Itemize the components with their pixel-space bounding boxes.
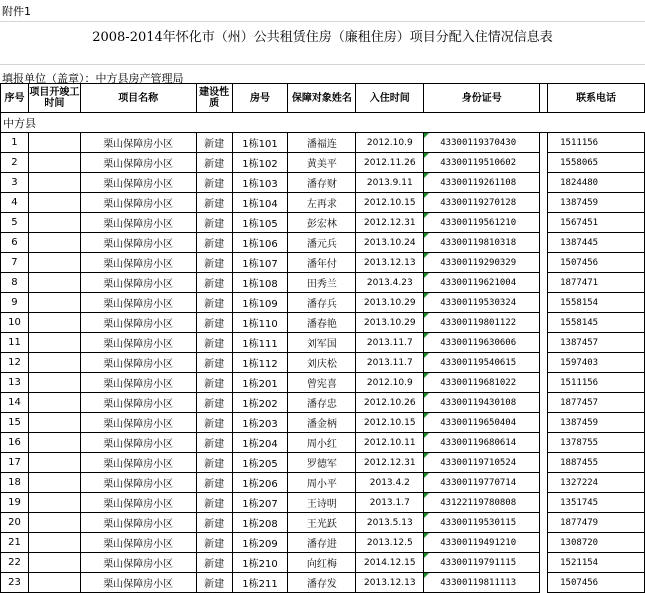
build-nature-cell[interactable]: 新建: [196, 213, 232, 233]
id-number-cell[interactable]: 43300119540615: [424, 353, 540, 373]
build-nature-cell[interactable]: 新建: [196, 373, 232, 393]
construction-time-cell[interactable]: [28, 413, 80, 433]
id-number-cell[interactable]: 43300119530324: [424, 293, 540, 313]
table-row: [1, 473, 645, 493]
project-name-cell[interactable]: 栗山保障房小区: [80, 573, 196, 593]
move-in-date-cell[interactable]: 2012.10.9: [356, 133, 424, 153]
project-name-cell[interactable]: 栗山保障房小区: [80, 393, 196, 413]
build-nature-cell[interactable]: 新建: [196, 153, 232, 173]
gap-cell: [540, 193, 548, 213]
room-number-cell[interactable]: 1栋112: [232, 353, 288, 373]
row-number-cell[interactable]: 18: [1, 473, 29, 493]
phone-cell[interactable]: 1877457: [548, 393, 645, 413]
id-number-cell[interactable]: 43300119491210: [424, 533, 540, 553]
room-number-cell[interactable]: 1栋103: [232, 173, 288, 193]
page-title: 2008-2014年怀化市（州）公共租赁住房（廉租住房）项目分配入住情况信息表: [92, 30, 553, 45]
phone-cell[interactable]: 1558154: [548, 293, 645, 313]
project-name-cell[interactable]: 栗山保障房小区: [80, 513, 196, 533]
gap-cell: [540, 213, 548, 233]
header-cell[interactable]: 房号: [232, 84, 288, 113]
row-number-cell[interactable]: 14: [1, 393, 29, 413]
room-number-cell[interactable]: 1栋209: [232, 533, 288, 553]
phone-cell[interactable]: 1824480: [548, 173, 645, 193]
gap-cell: [540, 553, 548, 573]
resident-name-cell[interactable]: 潘存财: [288, 173, 356, 193]
resident-name-cell[interactable]: 王诗明: [288, 493, 356, 513]
gap-cell: [540, 333, 548, 353]
project-name-cell[interactable]: 栗山保障房小区: [80, 193, 196, 213]
gap-cell: [540, 353, 548, 373]
table-row: [1, 133, 645, 153]
phone-cell[interactable]: 1877479: [548, 513, 645, 533]
move-in-date-cell[interactable]: 2014.12.15: [356, 553, 424, 573]
phone-cell[interactable]: 1351745: [548, 493, 645, 513]
attachment-label: 附件1: [2, 5, 31, 18]
construction-time-cell[interactable]: [28, 293, 80, 313]
gap-cell: [540, 513, 548, 533]
gap-cell: [540, 413, 548, 433]
resident-name-cell[interactable]: 周小平: [288, 473, 356, 493]
move-in-date-cell[interactable]: 2013.5.13: [356, 513, 424, 533]
phone-cell[interactable]: 1327224: [548, 473, 645, 493]
construction-time-cell[interactable]: [28, 493, 80, 513]
row-number-cell[interactable]: 7: [1, 253, 29, 273]
move-in-date-cell[interactable]: 2013.1.7: [356, 493, 424, 513]
project-name-cell[interactable]: 栗山保障房小区: [80, 313, 196, 333]
table-row: [1, 313, 645, 333]
room-number-cell[interactable]: 1栋204: [232, 433, 288, 453]
project-name-cell[interactable]: 栗山保障房小区: [80, 173, 196, 193]
id-number-cell[interactable]: 43300119810318: [424, 233, 540, 253]
build-nature-cell[interactable]: 新建: [196, 493, 232, 513]
build-nature-cell[interactable]: 新建: [196, 333, 232, 353]
table-row: [1, 333, 645, 353]
gap-cell: [540, 493, 548, 513]
phone-cell[interactable]: 1308720: [548, 533, 645, 553]
header-cell[interactable]: 建设性质: [196, 84, 232, 113]
id-number-cell[interactable]: 43300119801122: [424, 313, 540, 333]
build-nature-cell[interactable]: 新建: [196, 433, 232, 453]
id-number-cell[interactable]: 43300119680614: [424, 433, 540, 453]
row-number-cell[interactable]: 22: [1, 553, 29, 573]
row-number-cell[interactable]: 1: [1, 133, 29, 153]
construction-time-cell[interactable]: [28, 233, 80, 253]
phone-cell[interactable]: 1511156: [548, 373, 645, 393]
construction-time-cell[interactable]: [28, 133, 80, 153]
id-number-cell[interactable]: 43300119630606: [424, 333, 540, 353]
row-number-cell[interactable]: 19: [1, 493, 29, 513]
row-number-cell[interactable]: 13: [1, 373, 29, 393]
phone-cell[interactable]: 1521154: [548, 553, 645, 573]
resident-name-cell[interactable]: 左再求: [288, 193, 356, 213]
id-number-cell[interactable]: 43300119530115: [424, 513, 540, 533]
resident-name-cell[interactable]: 曾宪喜: [288, 373, 356, 393]
move-in-date-cell[interactable]: 2013.11.7: [356, 333, 424, 353]
table-row: [1, 393, 645, 413]
row-number-cell[interactable]: 17: [1, 453, 29, 473]
build-nature-cell[interactable]: 新建: [196, 273, 232, 293]
gap-cell: [540, 293, 548, 313]
gap-cell: [540, 453, 548, 473]
row-number-cell[interactable]: 4: [1, 193, 29, 213]
gap-cell: [540, 153, 548, 173]
header-cell[interactable]: 入住时间: [356, 84, 424, 113]
construction-time-cell[interactable]: [28, 173, 80, 193]
reporting-unit: 填报单位（盖章）：中方县房产管理局: [2, 72, 184, 85]
room-number-cell[interactable]: 1栋111: [232, 333, 288, 353]
build-nature-cell[interactable]: 新建: [196, 513, 232, 533]
resident-name-cell[interactable]: 刘军国: [288, 333, 356, 353]
gap-cell: [540, 253, 548, 273]
project-name-cell[interactable]: 栗山保障房小区: [80, 153, 196, 173]
table-row: [1, 413, 645, 433]
room-number-cell[interactable]: 1栋201: [232, 373, 288, 393]
gridline: [0, 21, 645, 22]
gap-cell: [540, 133, 548, 153]
id-number-cell[interactable]: 43300119681022: [424, 373, 540, 393]
header-gap-cell: [540, 84, 548, 113]
phone-cell[interactable]: 1387457: [548, 333, 645, 353]
resident-name-cell[interactable]: 潘存进: [288, 533, 356, 553]
room-number-cell[interactable]: 1栋208: [232, 513, 288, 533]
project-name-cell[interactable]: 栗山保障房小区: [80, 353, 196, 373]
phone-cell[interactable]: 1387459: [548, 193, 645, 213]
project-name-cell[interactable]: 栗山保障房小区: [80, 253, 196, 273]
move-in-date-cell[interactable]: 2012.12.31: [356, 453, 424, 473]
project-name-cell[interactable]: 栗山保障房小区: [80, 553, 196, 573]
build-nature-cell[interactable]: 新建: [196, 233, 232, 253]
resident-name-cell[interactable]: 黄美平: [288, 153, 356, 173]
room-number-cell[interactable]: 1栋109: [232, 293, 288, 313]
row-number-cell[interactable]: 5: [1, 213, 29, 233]
move-in-date-cell[interactable]: 2012.10.15: [356, 413, 424, 433]
room-number-cell[interactable]: 1栋104: [232, 193, 288, 213]
construction-time-cell[interactable]: [28, 353, 80, 373]
move-in-date-cell[interactable]: 2013.12.13: [356, 253, 424, 273]
id-number-cell[interactable]: 43300119510602: [424, 153, 540, 173]
table-row: [1, 213, 645, 233]
move-in-date-cell[interactable]: 2013.10.24: [356, 233, 424, 253]
construction-time-cell[interactable]: [28, 333, 80, 353]
table-row: [1, 433, 645, 453]
project-name-cell[interactable]: 栗山保障房小区: [80, 273, 196, 293]
gap-cell: [540, 313, 548, 333]
row-number-cell[interactable]: 10: [1, 313, 29, 333]
project-name-cell[interactable]: 栗山保障房小区: [80, 213, 196, 233]
project-name-cell[interactable]: 栗山保障房小区: [80, 293, 196, 313]
table-row: [1, 493, 645, 513]
room-number-cell[interactable]: 1栋105: [232, 213, 288, 233]
build-nature-cell[interactable]: 新建: [196, 553, 232, 573]
build-nature-cell[interactable]: 新建: [196, 453, 232, 473]
row-number-cell[interactable]: 16: [1, 433, 29, 453]
room-number-cell[interactable]: 1栋210: [232, 553, 288, 573]
gap-cell: [540, 373, 548, 393]
build-nature-cell[interactable]: 新建: [196, 253, 232, 273]
construction-time-cell[interactable]: [28, 373, 80, 393]
table-row: [1, 573, 645, 593]
room-number-cell[interactable]: 1栋102: [232, 153, 288, 173]
row-number-cell[interactable]: 20: [1, 513, 29, 533]
resident-name-cell[interactable]: 彭宏林: [288, 213, 356, 233]
row-number-cell[interactable]: 11: [1, 333, 29, 353]
resident-name-cell[interactable]: 罗德军: [288, 453, 356, 473]
build-nature-cell[interactable]: 新建: [196, 133, 232, 153]
room-number-cell[interactable]: 1栋207: [232, 493, 288, 513]
id-number-cell[interactable]: 43300119621004: [424, 273, 540, 293]
build-nature-cell[interactable]: 新建: [196, 293, 232, 313]
row-number-cell[interactable]: 21: [1, 533, 29, 553]
construction-time-cell[interactable]: [28, 253, 80, 273]
project-name-cell[interactable]: 栗山保障房小区: [80, 493, 196, 513]
id-number-cell[interactable]: 43300119270128: [424, 193, 540, 213]
move-in-date-cell[interactable]: 2013.11.7: [356, 353, 424, 373]
region-row: [1, 113, 645, 133]
header-cell[interactable]: 身份证号: [424, 84, 540, 113]
construction-time-cell[interactable]: [28, 573, 80, 593]
header-cell[interactable]: 保障对象姓名: [288, 84, 356, 113]
phone-cell[interactable]: 1507456: [548, 573, 645, 593]
move-in-date-cell[interactable]: 2012.10.15: [356, 193, 424, 213]
phone-cell[interactable]: 1877471: [548, 273, 645, 293]
header-cell[interactable]: 项目名称: [80, 84, 196, 113]
header-cell[interactable]: 序号: [1, 84, 29, 113]
id-number-cell[interactable]: 43300119650404: [424, 413, 540, 433]
row-number-cell[interactable]: 2: [1, 153, 29, 173]
move-in-date-cell[interactable]: 2013.12.13: [356, 573, 424, 593]
gap-cell: [540, 433, 548, 453]
table-body: [1, 133, 645, 593]
id-number-cell[interactable]: 43300119770714: [424, 473, 540, 493]
project-name-cell[interactable]: 栗山保障房小区: [80, 533, 196, 553]
room-number-cell[interactable]: 1栋101: [232, 133, 288, 153]
move-in-date-cell[interactable]: 2013.4.2: [356, 473, 424, 493]
row-number-cell[interactable]: 12: [1, 353, 29, 373]
resident-name-cell[interactable]: 潘存忠: [288, 393, 356, 413]
move-in-date-cell[interactable]: 2012.11.26: [356, 153, 424, 173]
build-nature-cell[interactable]: 新建: [196, 193, 232, 213]
room-number-cell[interactable]: 1栋110: [232, 313, 288, 333]
table-row: [1, 173, 645, 193]
gap-cell: [540, 173, 548, 193]
table-row: [1, 273, 645, 293]
resident-name-cell[interactable]: 周小红: [288, 433, 356, 453]
region-cell[interactable]: 中方县: [1, 113, 645, 133]
gap-cell: [540, 273, 548, 293]
build-nature-cell[interactable]: 新建: [196, 173, 232, 193]
project-name-cell[interactable]: 栗山保障房小区: [80, 413, 196, 433]
phone-cell[interactable]: 1558065: [548, 153, 645, 173]
project-name-cell[interactable]: 栗山保障房小区: [80, 473, 196, 493]
project-name-cell[interactable]: 栗山保障房小区: [80, 373, 196, 393]
construction-time-cell[interactable]: [28, 453, 80, 473]
project-name-cell[interactable]: 栗山保障房小区: [80, 333, 196, 353]
table-header: [1, 84, 645, 113]
construction-time-cell[interactable]: [28, 533, 80, 553]
construction-time-cell[interactable]: [28, 213, 80, 233]
gap-cell: [540, 233, 548, 253]
resident-name-cell[interactable]: 潘年付: [288, 253, 356, 273]
id-number-cell[interactable]: 43300119430108: [424, 393, 540, 413]
phone-cell[interactable]: 1567451: [548, 213, 645, 233]
gridline: [0, 64, 645, 65]
room-number-cell[interactable]: 1栋206: [232, 473, 288, 493]
phone-cell[interactable]: 1511156: [548, 133, 645, 153]
move-in-date-cell[interactable]: 2013.9.11: [356, 173, 424, 193]
build-nature-cell[interactable]: 新建: [196, 313, 232, 333]
construction-time-cell[interactable]: [28, 513, 80, 533]
table-row: [1, 453, 645, 473]
table-row: [1, 293, 645, 313]
move-in-date-cell[interactable]: 2013.12.5: [356, 533, 424, 553]
id-number-cell[interactable]: 43122119780808: [424, 493, 540, 513]
table-row: [1, 373, 645, 393]
project-name-cell[interactable]: 栗山保障房小区: [80, 133, 196, 153]
construction-time-cell[interactable]: [28, 153, 80, 173]
move-in-date-cell[interactable]: 2012.12.31: [356, 213, 424, 233]
resident-name-cell[interactable]: 王光跃: [288, 513, 356, 533]
resident-name-cell[interactable]: 潘存发: [288, 573, 356, 593]
room-number-cell[interactable]: 1栋203: [232, 413, 288, 433]
room-number-cell[interactable]: 1栋108: [232, 273, 288, 293]
table-row: [1, 513, 645, 533]
build-nature-cell[interactable]: 新建: [196, 353, 232, 373]
room-number-cell[interactable]: 1栋202: [232, 393, 288, 413]
id-number-cell[interactable]: 43300119261108: [424, 173, 540, 193]
table-row: [1, 533, 645, 553]
row-number-cell[interactable]: 23: [1, 573, 29, 593]
construction-time-cell[interactable]: [28, 273, 80, 293]
move-in-date-cell[interactable]: 2013.4.23: [356, 273, 424, 293]
header-cell[interactable]: 联系电话: [548, 84, 645, 113]
build-nature-cell[interactable]: 新建: [196, 473, 232, 493]
row-number-cell[interactable]: 6: [1, 233, 29, 253]
move-in-date-cell[interactable]: 2012.10.26: [356, 393, 424, 413]
construction-time-cell[interactable]: [28, 193, 80, 213]
gap-cell: [540, 533, 548, 553]
phone-cell[interactable]: 1387459: [548, 413, 645, 433]
gap-cell: [540, 393, 548, 413]
resident-name-cell[interactable]: 刘庆松: [288, 353, 356, 373]
id-number-cell[interactable]: 43300119561210: [424, 213, 540, 233]
phone-cell[interactable]: 1378755: [548, 433, 645, 453]
resident-name-cell[interactable]: 向红梅: [288, 553, 356, 573]
construction-time-cell[interactable]: [28, 433, 80, 453]
resident-name-cell[interactable]: 潘春艳: [288, 313, 356, 333]
build-nature-cell[interactable]: 新建: [196, 413, 232, 433]
construction-time-cell[interactable]: [28, 313, 80, 333]
id-number-cell[interactable]: 43300119811113: [424, 573, 540, 593]
resident-name-cell[interactable]: 潘福连: [288, 133, 356, 153]
resident-name-cell[interactable]: 潘元兵: [288, 233, 356, 253]
resident-name-cell[interactable]: 田秀兰: [288, 273, 356, 293]
resident-name-cell[interactable]: 潘金柄: [288, 413, 356, 433]
room-number-cell[interactable]: 1栋211: [232, 573, 288, 593]
move-in-date-cell[interactable]: 2013.10.29: [356, 313, 424, 333]
phone-cell[interactable]: 1597403: [548, 353, 645, 373]
move-in-date-cell[interactable]: 2012.10.9: [356, 373, 424, 393]
resident-name-cell[interactable]: 潘存兵: [288, 293, 356, 313]
info-table: [0, 83, 645, 593]
table-row: [1, 153, 645, 173]
construction-time-cell[interactable]: [28, 393, 80, 413]
construction-time-cell[interactable]: [28, 473, 80, 493]
row-number-cell[interactable]: 8: [1, 273, 29, 293]
phone-cell[interactable]: 1887455: [548, 453, 645, 473]
room-number-cell[interactable]: 1栋205: [232, 453, 288, 473]
room-number-cell[interactable]: 1栋106: [232, 233, 288, 253]
room-number-cell[interactable]: 1栋107: [232, 253, 288, 273]
row-number-cell[interactable]: 15: [1, 413, 29, 433]
move-in-date-cell[interactable]: 2012.10.11: [356, 433, 424, 453]
header-cell[interactable]: 项目开竣工时间: [28, 84, 80, 113]
id-number-cell[interactable]: 43300119290329: [424, 253, 540, 273]
table-row: [1, 233, 645, 253]
project-name-cell[interactable]: 栗山保障房小区: [80, 453, 196, 473]
id-number-cell[interactable]: 43300119710524: [424, 453, 540, 473]
build-nature-cell[interactable]: 新建: [196, 393, 232, 413]
row-number-cell[interactable]: 3: [1, 173, 29, 193]
phone-cell[interactable]: 1507456: [548, 253, 645, 273]
id-number-cell[interactable]: 43300119791115: [424, 553, 540, 573]
project-name-cell[interactable]: 栗山保障房小区: [80, 433, 196, 453]
table-row: [1, 553, 645, 573]
phone-cell[interactable]: 1558145: [548, 313, 645, 333]
id-number-cell[interactable]: 43300119370430: [424, 133, 540, 153]
table-row: [1, 193, 645, 213]
construction-time-cell[interactable]: [28, 553, 80, 573]
row-number-cell[interactable]: 9: [1, 293, 29, 313]
move-in-date-cell[interactable]: 2013.10.29: [356, 293, 424, 313]
gap-cell: [540, 573, 548, 593]
build-nature-cell[interactable]: 新建: [196, 533, 232, 553]
phone-cell[interactable]: 1387445: [548, 233, 645, 253]
project-name-cell[interactable]: 栗山保障房小区: [80, 233, 196, 253]
table-row: [1, 253, 645, 273]
table-row: [1, 353, 645, 373]
build-nature-cell[interactable]: 新建: [196, 573, 232, 593]
gap-cell: [540, 473, 548, 493]
